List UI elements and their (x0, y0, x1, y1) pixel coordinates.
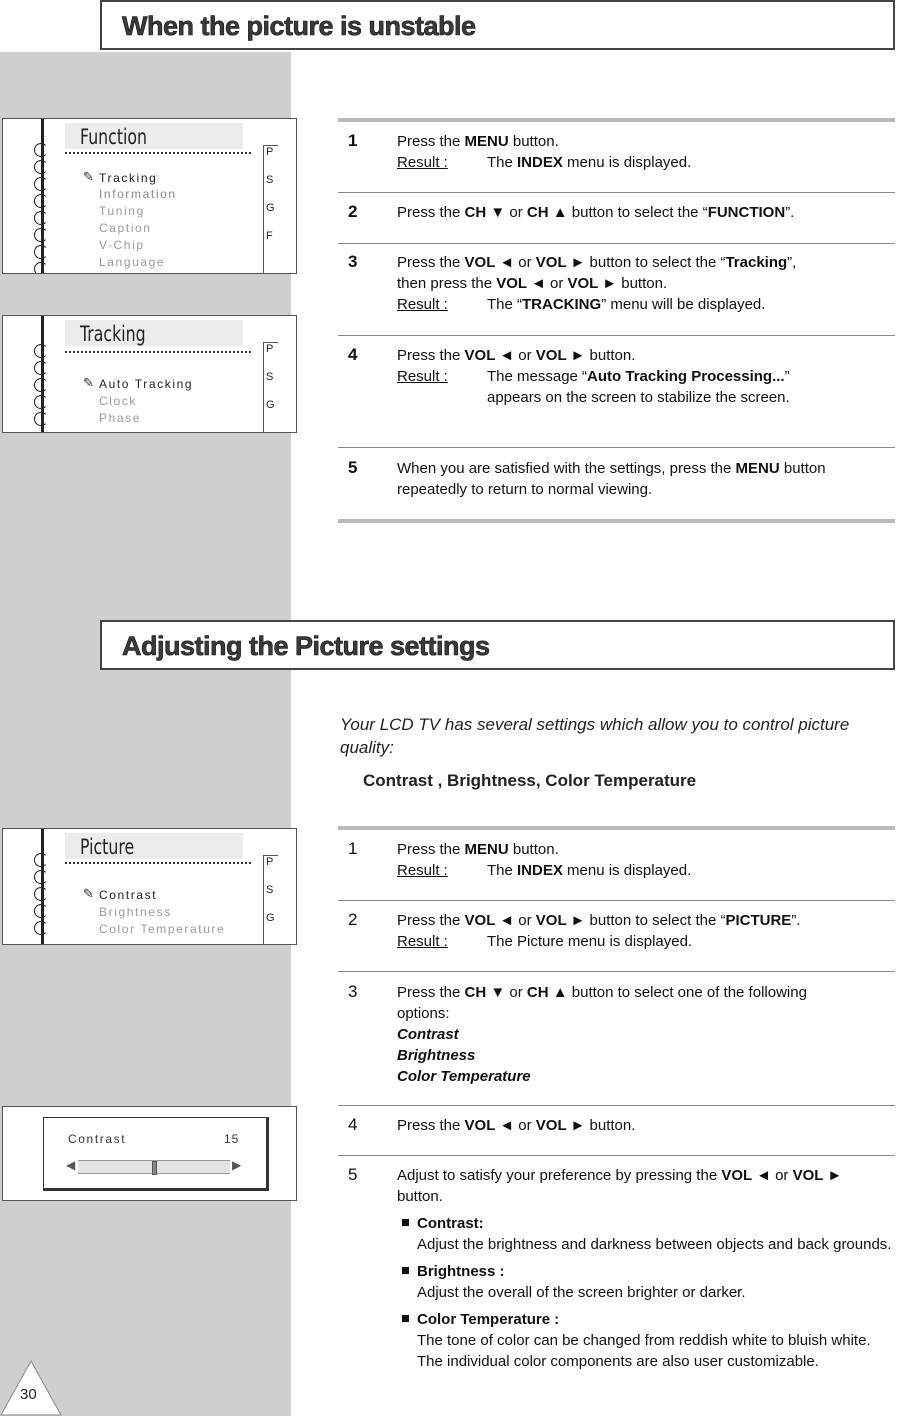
section-title-picture (100, 620, 895, 670)
tab-p[interactable]: P (266, 343, 274, 355)
function-menu-screen (2, 118, 297, 274)
menu-item-phase[interactable]: Phase (99, 411, 142, 425)
tab-g[interactable]: G (266, 399, 275, 411)
bullet-color-temperature: Color Temperature : The tone of color can be changed from reddish white to bluish white. The individual color components are also user customizable. (397, 1309, 892, 1372)
menu-item-information[interactable]: Information (99, 187, 177, 201)
contrast-label: Contrast (68, 1132, 127, 1146)
contrast-panel (43, 1117, 269, 1191)
contrast-slider-thumb[interactable] (152, 1161, 157, 1175)
pencil-icon: ✎ (83, 169, 94, 184)
menu-item-brightness[interactable]: Brightness (99, 905, 172, 919)
tab-p[interactable]: P (266, 146, 274, 158)
menu-item-clock[interactable]: Clock (99, 394, 138, 408)
tab-p[interactable]: P (266, 856, 274, 868)
slider-left-arrow-icon[interactable]: ◀ (66, 1158, 76, 1172)
tab-s[interactable]: S (266, 174, 274, 186)
tab-s[interactable]: S (266, 884, 274, 896)
menu-item-caption[interactable]: Caption (99, 221, 152, 235)
options-line: Contrast , Brightness, Color Temperature (363, 771, 697, 790)
contrast-value: 15 (224, 1132, 240, 1146)
section-title-unstable (100, 0, 895, 50)
menu-item-vchip[interactable]: V-Chip (99, 238, 145, 252)
page-number: 30 (20, 1386, 37, 1403)
pencil-icon: ✎ (83, 886, 94, 901)
menu-item-auto-tracking[interactable]: Auto Tracking (99, 377, 194, 391)
bullet-brightness: Brightness : Adjust the overall of the screen brighter or darker. (397, 1261, 892, 1303)
bullet-contrast: Contrast: Adjust the brightness and darkness between objects and back grounds. (397, 1213, 892, 1255)
menu-item-tuning[interactable]: Tuning (99, 204, 145, 218)
menu-item-language[interactable]: Language (99, 255, 166, 269)
menu-item-color-temperature[interactable]: Color Temperature (99, 922, 226, 936)
menu-tabs (263, 145, 278, 274)
menu-title-bar: Function (65, 123, 243, 149)
tracking-menu-screen (2, 315, 297, 433)
pencil-icon: ✎ (83, 375, 94, 390)
picture-menu-screen (2, 828, 297, 945)
tab-s[interactable]: S (266, 371, 274, 383)
contrast-slider-track[interactable] (78, 1160, 230, 1174)
section-title-text: When the picture is unstable (122, 11, 476, 41)
menu-item-contrast[interactable]: Contrast (99, 888, 158, 902)
intro-text: Your LCD TV has several settings which allow you to control picture quality: (340, 715, 850, 757)
section-title-text: Adjusting the Picture settings (122, 631, 490, 661)
menu-tabs (263, 342, 278, 433)
slider-right-arrow-icon[interactable]: ▶ (232, 1158, 242, 1172)
menu-title-bar: Picture (65, 833, 243, 859)
menu-item-tracking[interactable]: Tracking (99, 171, 158, 185)
tab-g[interactable]: G (266, 912, 275, 924)
contrast-slider-screen (2, 1106, 297, 1201)
tab-g[interactable]: G (266, 202, 275, 214)
menu-tabs (263, 855, 278, 945)
tab-f[interactable]: F (266, 230, 273, 242)
menu-title-bar: Tracking (65, 320, 243, 346)
